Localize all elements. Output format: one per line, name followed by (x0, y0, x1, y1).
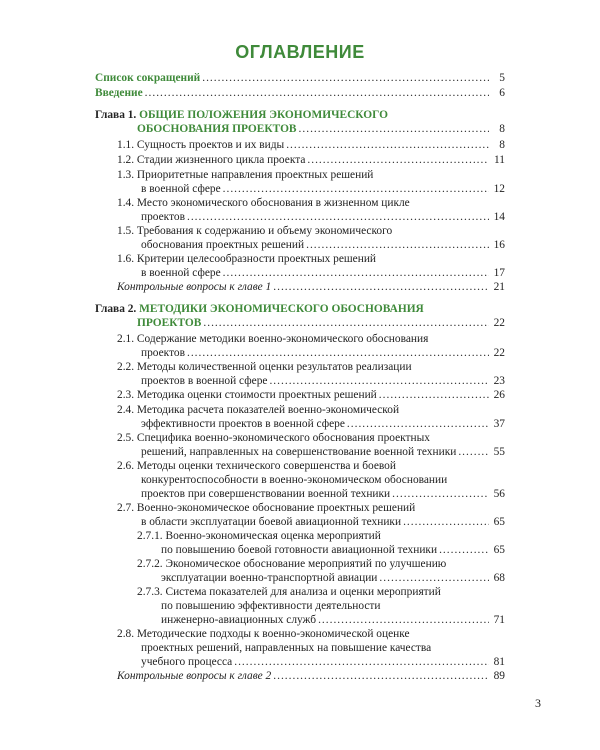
toc-entry-title: проектных решений, направленных на повышение качества (141, 642, 432, 654)
toc-entry[interactable] (117, 168, 505, 196)
toc-entry-title: проектов в военной сфере (141, 375, 268, 387)
dot-leader (223, 266, 489, 280)
toc-page-number: 81 (493, 656, 505, 668)
toc-entry-title: обоснования проектных решений (141, 239, 305, 251)
toc-entry[interactable] (117, 669, 505, 683)
toc-entry-title: в области эксплуатации боевой авиационной техники (141, 516, 402, 528)
toc-page-number: 8 (499, 123, 505, 135)
toc-entry-title: 2.2. Методы количественной оценки результатов реализации (117, 361, 412, 373)
toc-page-number: 23 (493, 375, 505, 387)
toc-entry-title: решений, направленных на совершенствование военной техники (141, 446, 457, 458)
toc-entry-title: эффективности проектов в военной сфере (141, 418, 345, 430)
toc-entry-title: 2.7. Военно-экономическое обоснование проектных решений (117, 502, 416, 514)
toc-entry-title: 2.7.1. Военно-экономическая оценка мероприятий (137, 530, 381, 542)
toc-entry-title: по повышению эффективности деятельности (161, 600, 381, 612)
toc-entry[interactable] (117, 196, 505, 224)
toc-page-number: 26 (493, 389, 505, 401)
toc-entry-title: проектов (141, 347, 185, 359)
toc-entry[interactable] (117, 280, 505, 294)
dot-leader (439, 543, 489, 557)
dot-leader (286, 138, 489, 152)
toc-entry[interactable] (137, 585, 505, 627)
toc-entry-title: в военной сфере (141, 267, 221, 279)
toc-entry-title: 2.8. Методические подходы к военно-экономической оценке (117, 628, 410, 640)
toc-entry-title: инженерно-авиационных служб (161, 614, 317, 626)
toc-page-number: 55 (493, 446, 505, 458)
toc-entry-title: конкурентоспособности в военно-экономическом обосновании (141, 474, 448, 486)
toc-entry-title: Контрольные вопросы к главе 2 (117, 670, 272, 682)
dot-leader (273, 669, 489, 683)
toc-entry-title: Контрольные вопросы к главе 1 (117, 281, 272, 293)
toc-entry-title: учебного процесса (141, 656, 233, 668)
toc-entry[interactable] (117, 360, 505, 388)
toc-entry[interactable] (137, 557, 505, 585)
toc-page-number: 56 (493, 488, 505, 500)
toc-page-number: 17 (493, 267, 505, 279)
toc-entry-title: 1.6. Критерии целесообразности проектных решений (117, 253, 377, 265)
toc-page-number: 37 (493, 418, 505, 430)
page-number: 3 (535, 696, 541, 710)
toc-page-number: 22 (493, 317, 505, 329)
toc-entry[interactable] (117, 627, 505, 669)
toc-entry-title: проектов (141, 211, 185, 223)
toc-entry-title: Глава 1. ОБЩИЕ ПОЛОЖЕНИЯ ЭКОНОМИЧЕСКОГО (95, 109, 388, 121)
toc-entry[interactable] (117, 388, 505, 402)
toc-page-number: 14 (493, 211, 505, 223)
toc-entry[interactable] (117, 403, 505, 431)
toc-entry-title: Введение (95, 87, 143, 99)
toc-page-number: 6 (499, 87, 505, 99)
dot-leader (403, 515, 489, 529)
dot-leader (307, 153, 489, 167)
dot-leader (392, 487, 489, 501)
toc-entry-title: ОБОСНОВАНИЯ ПРОЕКТОВ (137, 123, 297, 135)
toc-entry-title: эксплуатации военно-транспортной авиации (161, 572, 378, 584)
toc-page-number: 11 (494, 154, 505, 166)
toc-page-number: 89 (493, 670, 505, 682)
toc-page-number: 68 (493, 572, 505, 584)
toc-entry[interactable] (117, 153, 505, 167)
toc-entry-title: 1.3. Приоритетные направления проектных решений (117, 169, 374, 181)
toc-entry-title: 1.5. Требования к содержанию и объему экономического (117, 225, 393, 237)
toc-entry-title: в военной сфере (141, 183, 221, 195)
dot-leader (318, 613, 489, 627)
dot-leader (269, 374, 489, 388)
dot-leader (187, 210, 489, 224)
dot-leader (202, 71, 489, 85)
dot-leader (187, 346, 489, 360)
toc-page-number: 65 (493, 516, 505, 528)
toc-page-number: 21 (493, 281, 505, 293)
toc-entry[interactable] (117, 252, 505, 280)
toc-entry-title: проектов при совершенствовании военной техники (141, 488, 391, 500)
dot-leader (299, 122, 489, 136)
toc-entry-title: ПРОЕКТОВ (137, 317, 202, 329)
dot-leader (379, 388, 489, 402)
toc-entry-title: Глава 2. МЕТОДИКИ ЭКОНОМИЧЕСКОГО ОБОСНОВАНИЯ (95, 303, 424, 315)
toc-entry[interactable] (137, 529, 505, 557)
toc-page-number: 71 (493, 614, 505, 626)
toc-entry[interactable] (95, 302, 505, 330)
dot-leader (203, 316, 489, 330)
toc-entry[interactable] (95, 108, 505, 136)
toc-entry-title: 1.1. Сущность проектов и их виды (117, 139, 285, 151)
toc-entry[interactable] (117, 332, 505, 360)
toc-page-number: 5 (499, 72, 505, 84)
toc-entry-title: 2.5. Специфика военно-экономического обоснования проектных (117, 432, 430, 444)
toc-entry[interactable] (95, 86, 505, 100)
toc-page-number: 8 (499, 139, 505, 151)
dot-leader (234, 655, 489, 669)
toc-entry-title: 2.1. Содержание методики военно-экономического обоснования (117, 333, 429, 345)
toc-page-number: 22 (493, 347, 505, 359)
dot-leader (273, 280, 489, 294)
toc-entry[interactable] (117, 459, 505, 501)
toc-entry-title: 1.2. Стадии жизненного цикла проекта (117, 154, 306, 166)
toc-entry-title: 2.7.2. Экономическое обоснование мероприятий по улучшению (137, 558, 447, 570)
toc-entry-title: 2.6. Методы оценки технического совершенства и боевой (117, 460, 396, 472)
dot-leader (379, 571, 489, 585)
toc-entry[interactable] (117, 224, 505, 252)
dot-leader (458, 445, 489, 459)
toc-entry[interactable] (117, 431, 505, 459)
toc-entry-title: 2.7.3. Система показателей для анализа и оценки мероприятий (137, 586, 441, 598)
toc-entry[interactable] (117, 138, 505, 152)
toc-page-number: 16 (493, 239, 505, 251)
toc-entry-title: по повышению боевой готовности авиационной техники (161, 544, 438, 556)
dot-leader (223, 182, 489, 196)
toc-entry[interactable] (95, 71, 505, 85)
dot-leader (347, 417, 489, 431)
dot-leader (145, 86, 489, 100)
toc-entry-title: 1.4. Место экономического обоснования в жизненном цикле (117, 197, 410, 209)
toc-entry-title: 2.3. Методика оценки стоимости проектных решений (117, 389, 377, 401)
toc-entry[interactable] (117, 501, 505, 529)
toc-page-number: 12 (493, 183, 505, 195)
toc-entry-title: 2.4. Методика расчета показателей военно-экономической (117, 404, 400, 416)
page-title: ОГЛАВЛЕНИЕ (235, 42, 365, 62)
toc-page-number: 65 (493, 544, 505, 556)
toc-entry-title: Список сокращений (95, 72, 201, 84)
dot-leader (306, 238, 489, 252)
